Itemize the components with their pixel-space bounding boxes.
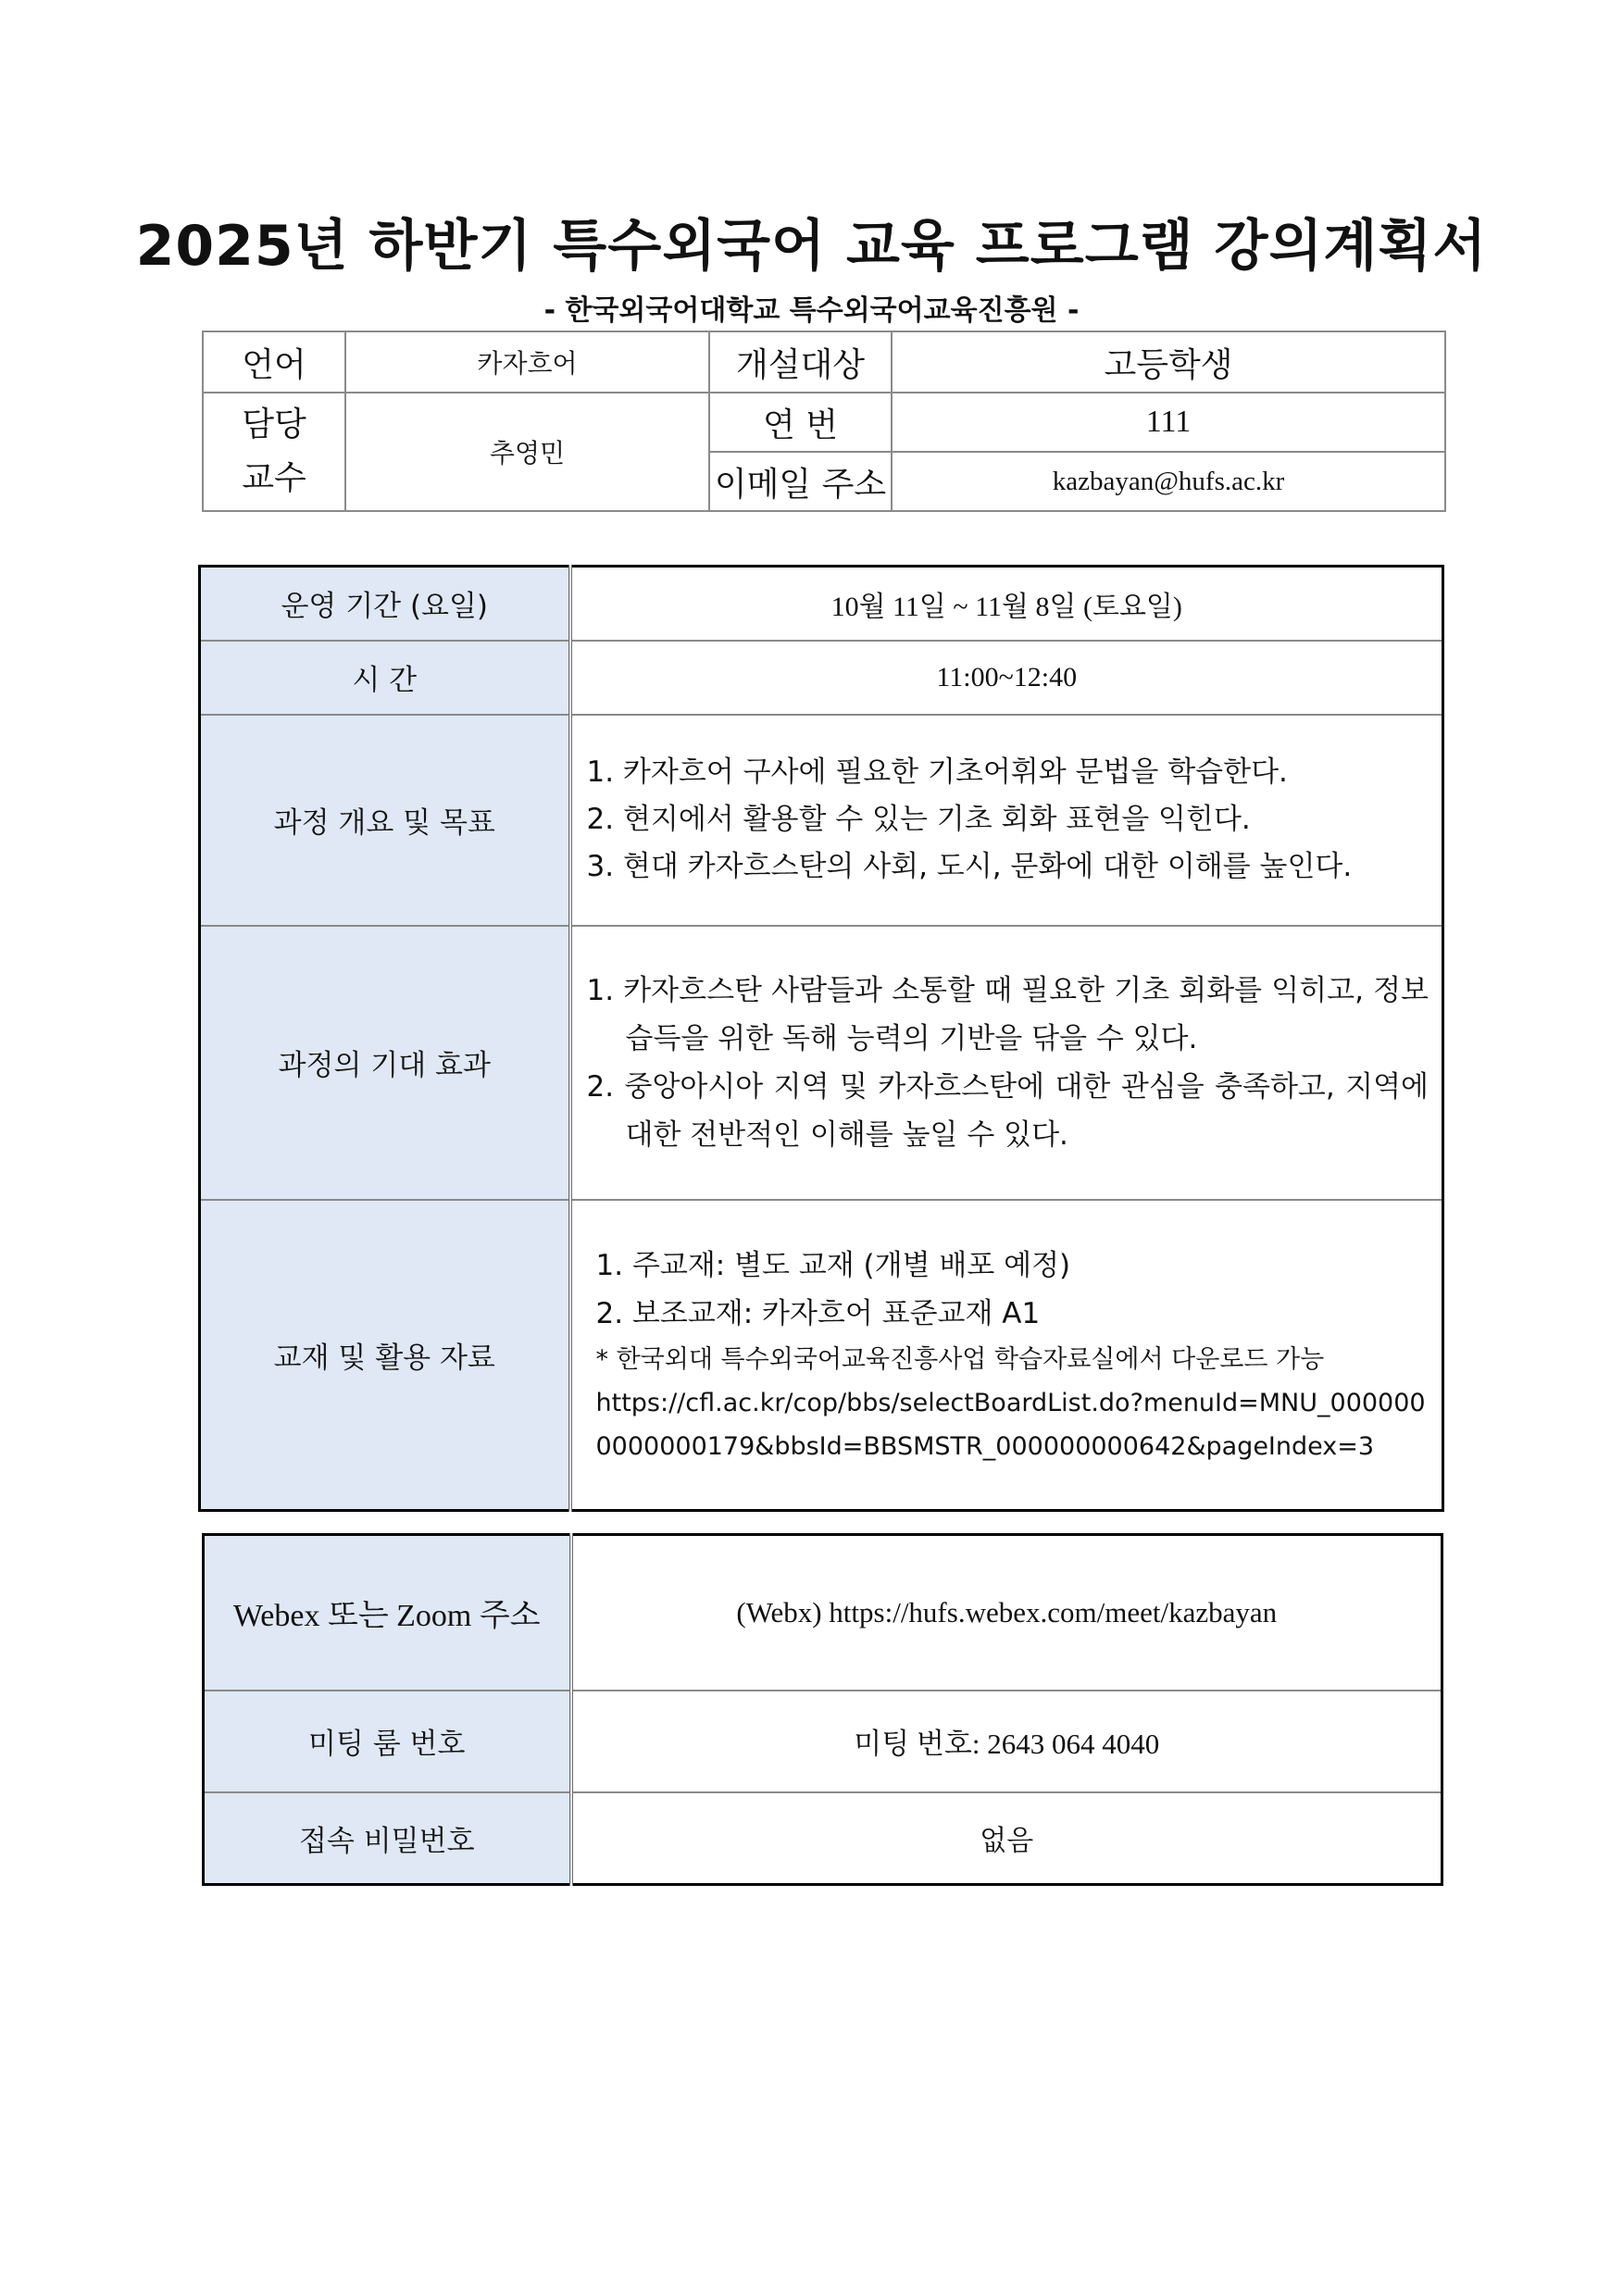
effects-item: 1. 카자흐스탄 사람들과 소통할 때 필요한 기초 회화를 익히고, 정보 습득을 위한 독해 능력의 기반을 닦을 수 있다. [586, 973, 1429, 1055]
period-value: 10월 11일 ~ 11월 8일 (토요일) [570, 567, 1443, 641]
password-value: 없음 [571, 1792, 1442, 1885]
effects-item: 2. 중앙아시아 지역 및 카자흐스탄에 대한 관심을 충족하고, 지역에 대한 전반적인 이해를 높일 수 있다. [586, 1069, 1429, 1152]
effects-list [570, 926, 1443, 1200]
time-value: 11:00~12:40 [570, 641, 1443, 715]
effects-label: 과정의 기대 효과 [200, 926, 570, 1200]
overview-item: 1. 카자흐어 구사에 필요한 기초어휘와 문법을 학습한다. [586, 755, 1288, 789]
professor-label-line1: 담당 [242, 406, 306, 443]
password-label: 접속 비밀번호 [204, 1792, 571, 1885]
page-subtitle: - 한국외국어대학교 특수외국어교육진흥원 - [543, 294, 1080, 327]
overview-label: 과정 개요 및 목표 [200, 715, 570, 926]
professor-label-line2: 교수 [242, 459, 306, 497]
professor-label [203, 393, 345, 511]
info-table [202, 331, 1446, 512]
language-value: 카자흐어 [345, 331, 709, 393]
target-label: 개설대상 [709, 331, 892, 393]
materials-list [570, 1200, 1443, 1511]
target-value: 고등학생 [892, 331, 1445, 393]
time-label: 시 간 [200, 641, 570, 715]
materials-label: 교재 및 활용 자료 [200, 1200, 570, 1511]
number-value: 111 [892, 393, 1445, 452]
professor-value: 추영민 [345, 393, 709, 511]
page-title: 2025년 하반기 특수외국어 교육 프로그램 강의계획서 [135, 214, 1488, 279]
meeting-room-value: 미팅 번호: 2643 064 4040 [571, 1691, 1442, 1792]
overview-item: 3. 현대 카자흐스탄의 사회, 도시, 문화에 대한 이해를 높인다. [586, 850, 1353, 883]
online-address-link[interactable]: (Webx) https://hufs.webex.com/meet/kazbayan [571, 1535, 1442, 1691]
materials-url-link[interactable]: https://cfl.ac.kr/cop/bbs/selectBoardList.do?menuId=MNU_0000000000000179&bbsId=BBSMSTR_000000000642&pageIndex=3 [595, 1388, 1426, 1461]
materials-note: * 한국외대 특수외국어교육진흥사업 학습자료실에서 다운로드 가능 [595, 1344, 1325, 1374]
course-table [198, 565, 1444, 1512]
materials-item: 2. 보조교재: 카자흐어 표준교재 A1 [595, 1296, 1041, 1330]
meeting-room-label: 미팅 룸 번호 [204, 1691, 571, 1792]
email-value[interactable]: kazbayan@hufs.ac.kr [892, 452, 1445, 511]
online-table [202, 1533, 1443, 1886]
language-label: 언어 [203, 331, 345, 393]
email-label: 이메일 주소 [709, 452, 892, 511]
materials-item: 1. 주교재: 별도 교재 (개별 배포 예정) [595, 1248, 1071, 1282]
online-address-label: Webex 또는 Zoom 주소 [204, 1535, 571, 1691]
number-label: 연 번 [709, 393, 892, 452]
overview-item: 2. 현지에서 활용할 수 있는 기초 회화 표현을 익힌다. [586, 803, 1251, 836]
overview-list [570, 715, 1443, 926]
period-label: 운영 기간 (요일) [200, 567, 570, 641]
